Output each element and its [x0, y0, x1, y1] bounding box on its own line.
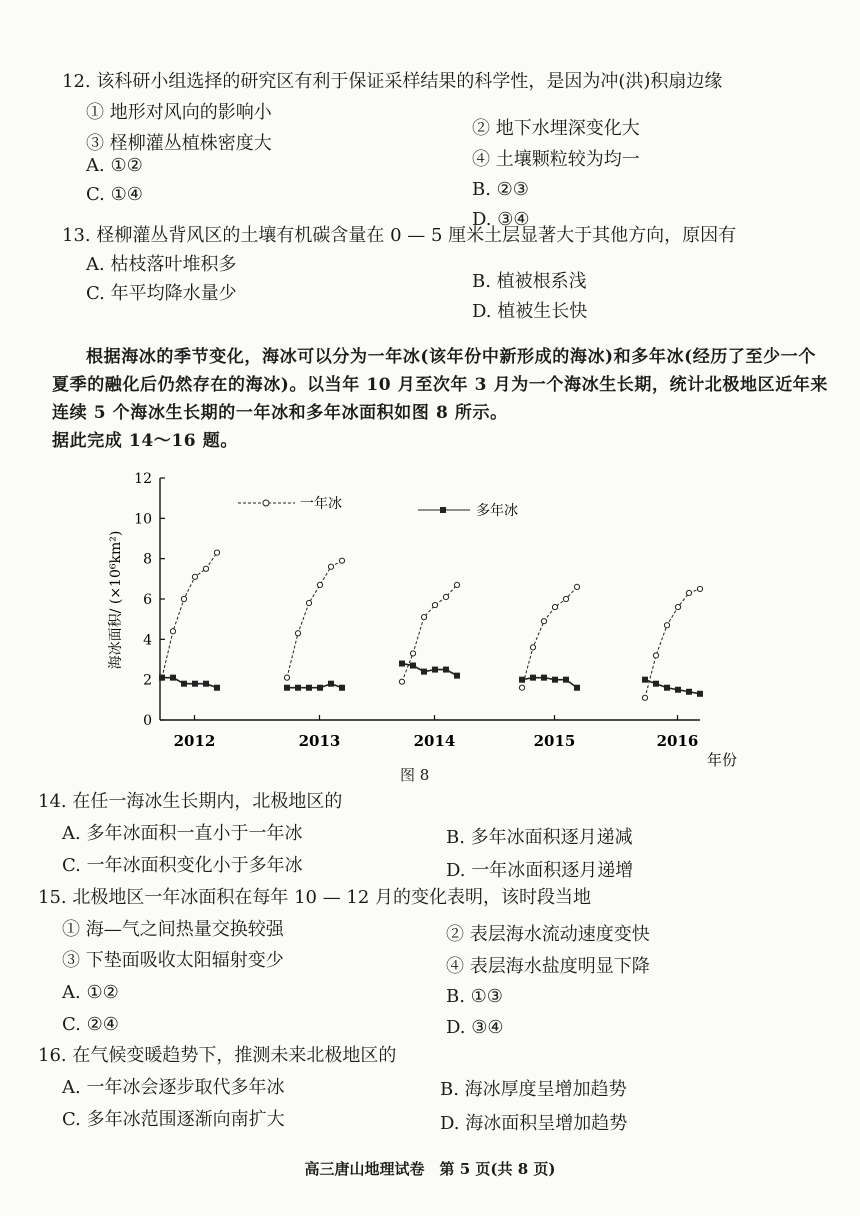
q13-choice-b: B. 植被根系浅	[472, 271, 587, 292]
q15-choice-b: B. ①③	[446, 986, 503, 1007]
x-tick-label: 2014	[413, 732, 456, 750]
x-tick-label: 2016	[656, 732, 699, 750]
intro-text: 根据海冰的季节变化，海冰可以分为一年冰(该年份中新形成的海冰)和多年冰(经历了至少一个夏季的融化后仍然存在的海冰)。以当年 10 月至次年 3 月为一个海冰生长期，统计北极地区近年来连续 5 个海冰生长期的一年冰和多年冰面积如图 8 所示。	[52, 347, 829, 423]
y-tick-label: 2	[143, 672, 152, 689]
q13-choice-c: C. 年平均降水量少	[86, 283, 237, 304]
point-multi-year-ice	[653, 681, 659, 687]
point-multi-year-ice	[328, 681, 334, 687]
point-first-year-ice	[339, 558, 344, 563]
point-multi-year-ice	[339, 685, 345, 691]
point-first-year-ice	[664, 623, 669, 628]
q12-option-1: ① 地形对风向的影响小	[86, 102, 272, 123]
point-multi-year-ice	[295, 685, 301, 691]
y-tick-label: 0	[143, 713, 152, 729]
point-multi-year-ice	[170, 675, 176, 681]
y-tick-label: 6	[143, 592, 152, 608]
point-first-year-ice	[295, 631, 300, 636]
intro-paragraph	[52, 343, 832, 455]
point-first-year-ice	[317, 582, 322, 587]
x-tick-label: 2013	[298, 732, 341, 750]
q16-choice-a: A. 一年冰会逐步取代多年冰	[62, 1077, 285, 1098]
y-tick-label: 10	[134, 511, 152, 528]
q14-choice-b: B. 多年冰面积逐月递减	[446, 827, 633, 848]
point-multi-year-ice	[317, 685, 323, 691]
y-axis-label: 海冰面积/ (×10⁶km²)	[108, 530, 124, 670]
sea-ice-area-chart	[100, 470, 770, 770]
point-first-year-ice	[306, 600, 311, 605]
q15-choice-c: C. ②④	[62, 1014, 119, 1035]
point-first-year-ice	[697, 586, 702, 591]
point-first-year-ice	[530, 645, 535, 650]
series-line-first-year-ice	[162, 553, 217, 678]
point-multi-year-ice	[159, 675, 165, 681]
q14-choice-c: C. 一年冰面积变化小于多年冰	[62, 855, 303, 876]
point-multi-year-ice	[697, 691, 703, 697]
point-multi-year-ice	[563, 677, 569, 683]
q14-stem: 14. 在任一海冰生长期内，北极地区的	[38, 791, 343, 812]
y-tick-label: 8	[143, 551, 152, 568]
x-tick-label: 2012	[173, 732, 216, 750]
point-first-year-ice	[675, 604, 680, 609]
q16-choice-d: D. 海冰面积呈增加趋势	[440, 1113, 628, 1134]
q12-option-2: ② 地下水埋深变化大	[472, 118, 640, 139]
q15-choice-a: A. ①②	[62, 982, 119, 1003]
legend-marker-first-year-ice	[263, 500, 269, 506]
page-footer: 高三唐山地理试卷 第 5 页(共 8 页)	[304, 1160, 556, 1178]
series-line-first-year-ice	[287, 561, 342, 678]
q16-choice-b: B. 海冰厚度呈增加趋势	[440, 1079, 627, 1100]
series-line-first-year-ice	[522, 587, 577, 688]
q15-option-3: ③ 下垫面吸收太阳辐射变少	[62, 950, 284, 971]
point-multi-year-ice	[675, 687, 681, 693]
point-multi-year-ice	[432, 667, 438, 673]
point-first-year-ice	[653, 653, 658, 658]
q12-choice-b: B. ②③	[472, 179, 529, 200]
point-multi-year-ice	[399, 661, 405, 667]
point-multi-year-ice	[192, 681, 198, 687]
point-first-year-ice	[454, 582, 459, 587]
point-first-year-ice	[181, 596, 186, 601]
point-first-year-ice	[399, 679, 404, 684]
point-first-year-ice	[541, 619, 546, 624]
q12-choice-c: C. ①④	[86, 184, 143, 205]
q13-choice-d: D. 植被生长快	[472, 301, 588, 322]
legend-label-multi-year-ice: 多年冰	[476, 503, 518, 519]
chart-legend	[238, 495, 518, 519]
intro-instruction: 据此完成 14～16 题。	[52, 431, 238, 451]
point-multi-year-ice	[410, 663, 416, 669]
q13-stem: 13. 柽柳灌丛背风区的土壤有机碳含量在 0 — 5 厘米土层显著大于其他方向，原因有	[62, 225, 737, 246]
figure-caption: 图 8	[400, 766, 430, 784]
point-multi-year-ice	[284, 685, 290, 691]
point-first-year-ice	[519, 685, 524, 690]
point-first-year-ice	[214, 550, 219, 555]
q14-choice-a: A. 多年冰面积一直小于一年冰	[62, 823, 303, 844]
point-first-year-ice	[574, 584, 579, 589]
point-first-year-ice	[432, 602, 437, 607]
q12-choice-a: A. ①②	[86, 155, 143, 176]
point-first-year-ice	[563, 596, 568, 601]
legend-label-first-year-ice: 一年冰	[300, 496, 342, 512]
q15-option-4: ④ 表层海水盐度明显下降	[446, 956, 650, 977]
plot-area	[159, 550, 703, 700]
point-multi-year-ice	[421, 669, 427, 675]
point-first-year-ice	[170, 629, 175, 634]
point-multi-year-ice	[530, 675, 536, 681]
point-multi-year-ice	[552, 677, 558, 683]
point-first-year-ice	[686, 590, 691, 595]
point-first-year-ice	[552, 604, 557, 609]
q15-stem: 15. 北极地区一年冰面积在每年 10 — 12 月的变化表明，该时段当地	[38, 887, 592, 908]
point-first-year-ice	[328, 564, 333, 569]
point-multi-year-ice	[642, 677, 648, 683]
q16-stem: 16. 在气候变暖趋势下，推测未来北极地区的	[38, 1045, 397, 1066]
q15-choice-d: D. ③④	[446, 1017, 504, 1038]
y-tick-label: 12	[134, 471, 152, 487]
x-axis-label: 年份	[706, 751, 738, 769]
point-multi-year-ice	[686, 689, 692, 695]
q12-option-4: ④ 土壤颗粒较为均一	[472, 149, 640, 170]
point-multi-year-ice	[664, 685, 670, 691]
point-first-year-ice	[203, 566, 208, 571]
point-multi-year-ice	[574, 685, 580, 691]
q12-choice-d: D. ③④	[472, 209, 530, 230]
point-first-year-ice	[284, 675, 289, 680]
q12-option-3: ③ 柽柳灌丛植株密度大	[86, 133, 272, 154]
q12-stem: 12. 该科研小组选择的研究区有利于保证采样结果的科学性，是因为冲(洪)积扇边缘	[62, 71, 723, 92]
q16-choice-c: C. 多年冰范围逐渐向南扩大	[62, 1109, 285, 1130]
point-multi-year-ice	[214, 685, 220, 691]
legend-marker-multi-year-ice	[440, 507, 446, 513]
q15-option-1: ① 海—气之间热量交换较强	[62, 919, 284, 940]
point-multi-year-ice	[203, 681, 209, 687]
point-first-year-ice	[192, 574, 197, 579]
q15-option-2: ② 表层海水流动速度变快	[446, 924, 650, 945]
point-multi-year-ice	[443, 667, 449, 673]
point-first-year-ice	[410, 651, 415, 656]
point-multi-year-ice	[541, 675, 547, 681]
point-first-year-ice	[421, 615, 426, 620]
point-first-year-ice	[443, 594, 448, 599]
q14-choice-d: D. 一年冰面积逐月递增	[446, 860, 634, 881]
x-tick-label: 2015	[533, 732, 576, 750]
point-multi-year-ice	[306, 685, 312, 691]
y-tick-label: 4	[143, 632, 152, 649]
point-multi-year-ice	[519, 677, 525, 683]
point-first-year-ice	[642, 695, 647, 700]
q13-choice-a: A. 枯枝落叶堆积多	[86, 254, 237, 275]
point-multi-year-ice	[181, 681, 187, 687]
point-multi-year-ice	[454, 673, 460, 679]
